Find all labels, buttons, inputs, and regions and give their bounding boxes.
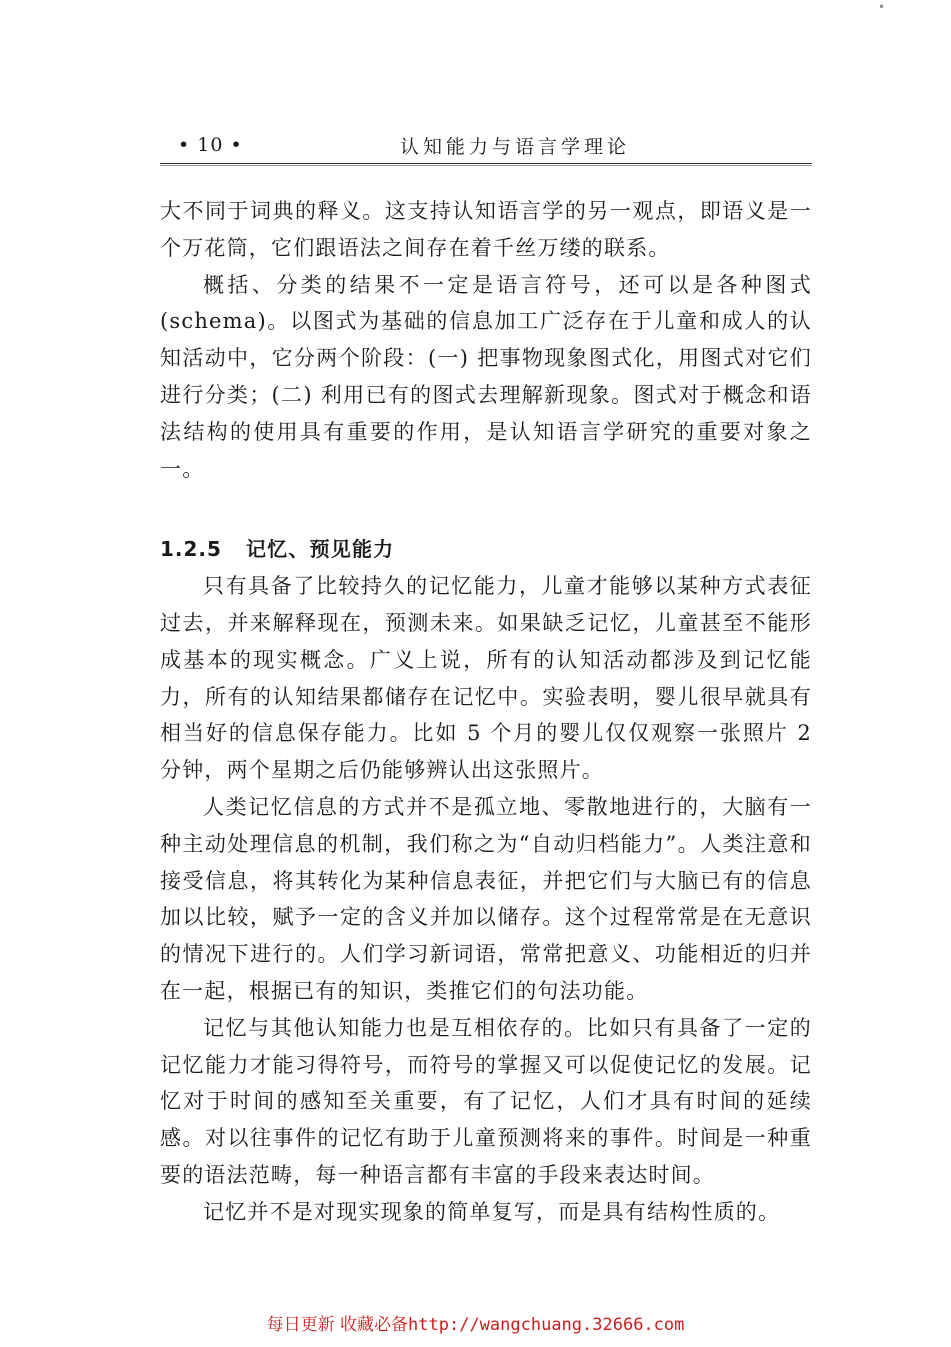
section-title: 记忆、预见能力 [245, 537, 395, 562]
footer-label: 每日更新 收藏必备 [266, 1315, 409, 1335]
paragraph-4: 人类记忆信息的方式并不是孤立地、零散地进行的，大脑有一种主动处理信息的机制，我们称之为“自动归档能力”。人类注意和接受信息，将其转化为某种信息表征，并把它们与大脑已有的信息加以比较，赋予一定的含义并加以储存。这个过程常常是在无意识的情况下进行的。人们学习新词语，常常把意义、功能相近的归并在一起，根据已有的知识，类推它们的句法功能。 [160, 794, 812, 1003]
corner-mark: • [878, 0, 886, 14]
paragraph-6: 记忆并不是对现实现象的简单复写，而是具有结构性质的。 [203, 1199, 781, 1224]
paragraph-5: 记忆与其他认知能力也是互相依存的。比如只有具备了一定的记忆能力才能习得符号，而符号的掌握又可以促使记忆的发展。记忆对于时间的感知至关重要，有了记忆，人们才具有时间的延续感。对以往事件的记忆有助于儿童预测将来的事件。时间是一种重要的语法范畴，每一种语言都有丰富的手段来表达时间。 [160, 1015, 812, 1187]
paragraph-3: 只有具备了比较持久的记忆能力，儿童才能够以某种方式表征过去，并来解释现在，预测未来。如果缺乏记忆，儿童甚至不能形成基本的现实概念。广义上说，所有的认知活动都涉及到记忆能力，所有的认知结果都储存在记忆中。实验表明，婴儿很早就具有相当好的信息保存能力。比如 5 个月的婴儿仅仅观察一张照片 2 分钟，两个星期之后仍能够辨认出这张照片。 [160, 574, 812, 783]
header-rule [160, 163, 812, 164]
section-number: 1.2.5 [160, 537, 222, 562]
body-text [160, 193, 812, 1231]
footer-watermark [0, 1310, 951, 1335]
page-number: • 10 • [178, 134, 243, 156]
running-title: 认知能力与语言学理论 [400, 136, 631, 158]
footer-url[interactable]: http://wangchuang.32666.com [408, 1315, 685, 1335]
running-header [160, 132, 812, 162]
section-heading [160, 531, 812, 568]
paragraph-1: 大不同于词典的释义。这支持认知语言学的另一观点，即语义是一个万花筒，它们跟语法之间存在着千丝万缕的联系。 [160, 199, 812, 260]
paragraph-2: 概括、分类的结果不一定是语言符号，还可以是各种图式(schema)。以图式为基础的信息加工广泛存在于儿童和成人的认知活动中，它分两个阶段：(一) 把事物现象图式化，用图式对它们进行分类；(二) 利用已有的图式去理解新现象。图式对于概念和语法结构的使用具有重要的作用，是认知语言学研究的重要对象之一。 [160, 272, 812, 481]
